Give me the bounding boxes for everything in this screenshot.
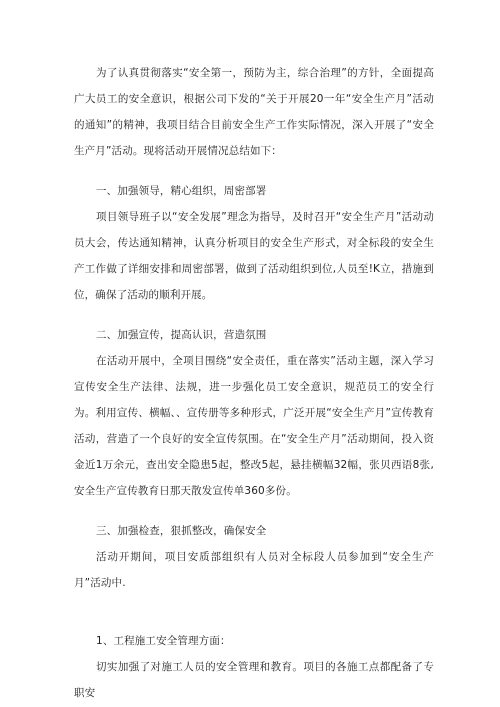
subsection-1-paragraph: 切实加强了对施工人员的安全管理和教育。项目的各施工点都配备了专职安 <box>74 661 434 699</box>
document-body <box>74 60 434 706</box>
section-1-paragraph: 项目领导班子以“安全发展”理念为指导，及时召开“安全生产月”活动动员大会，传达通知精神，认真分析项目的安全生产形式，对全标段的安全生产工作做了详细安排和周密部署，做到了活动组织到位,人员至!K立，措施到位，确保了活动的顺利开展。 <box>74 211 434 301</box>
section-1-heading: 一、加强领导，精心组织，周密部署 <box>96 185 267 197</box>
spacer <box>74 596 434 614</box>
section-3-heading: 三、加强检查，狠抓整改，确保安全 <box>96 525 267 537</box>
section-3-paragraph: 活动开期间，项目安质部组织有人员对全标段人员参加到“安全生产月”活动中. <box>74 551 434 589</box>
section-2-heading: 二、加强宣传，提高认识，营造氛围 <box>96 329 267 341</box>
subsection-1-heading: 1、工程施工安全管理方面： <box>96 635 231 647</box>
intro-paragraph: 为了认真贯彻落实“安全第一，预防为主，综合治理”的方针，全面提高广大员工的安全意识，根据公司下发的“关于开展20一年“安全生产月”活动的通知”的精神，我项目结合目前安全生产工作实际情况，深入开展了“安全生产月”活动。现将活动开展情况总结如下： <box>74 67 434 157</box>
section-2-paragraph: 在活动开展中，全项目围绕“安全责任，重在落实”活动主题，深入学习宣传安全生产法律、法规，进一步强化员工安全意识，规范员工的安全行为。利用宣传、横幅、、宣传册等多种形式，广泛开展“安全生产月”宣传教育活动，营造了一个良好的安全宣传氛围。在“安全生产月”活动期间，投入资金近1万余元，查出安全隐患5起，整改5起，悬挂横幅32幅，张贝西语8张,安全生产宣传教育日那天散发宣传单360多份。 <box>74 355 434 497</box>
